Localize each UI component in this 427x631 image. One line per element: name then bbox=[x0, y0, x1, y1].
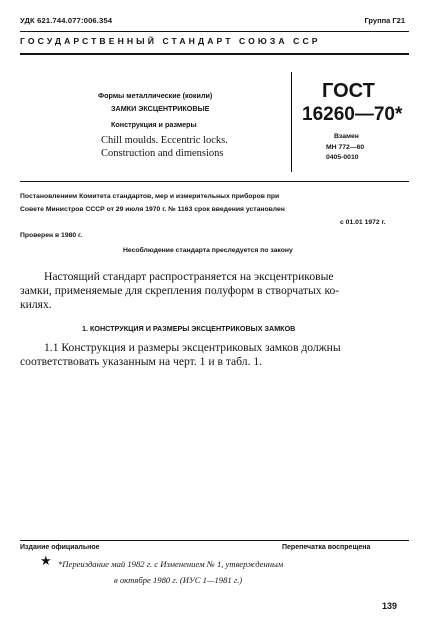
replaces-label: Взамен bbox=[334, 133, 359, 140]
title-en-line-2: Construction and dimensions bbox=[101, 148, 224, 159]
title-ru-line-1: Формы металлические (кокили) bbox=[98, 91, 213, 100]
gost-label: ГОСТ bbox=[322, 80, 375, 102]
section-heading: 1. КОНСТРУКЦИЯ И РАЗМЕРЫ ЭКСЦЕНТРИКОВЫХ ЗАМКОВ bbox=[82, 324, 296, 333]
replaces-standard-1: МН 772—60 bbox=[326, 144, 365, 151]
decree-line-2: Совете Министров СССР от 29 июля 1970 г. № 1163 срок введения установлен bbox=[20, 206, 285, 213]
title-ru-line-3: Конструкция и размеры bbox=[111, 120, 197, 129]
state-standard-title: ГОСУДАРСТВЕННЫЙ СТАНДАРТ СОЮЗА ССР bbox=[20, 36, 321, 46]
replaces-standard-2: 0405-0010 bbox=[326, 154, 359, 161]
clause-1-1-line-1: 1.1 Конструкция и размеры эксцентриковых замков должны bbox=[44, 341, 341, 354]
title-ru-line-2: ЗАМКИ ЭКСЦЕНТРИКОВЫЕ bbox=[111, 104, 210, 113]
header-rule-top bbox=[20, 31, 409, 32]
intro-paragraph-line-1: Настоящий стандарт распространяется на эксцентриковые bbox=[44, 270, 334, 283]
intro-paragraph-line-3: килях. bbox=[20, 298, 52, 311]
title-divider bbox=[291, 72, 292, 172]
header-rule-bottom bbox=[20, 53, 409, 55]
decree-effective-date: с 01.01 1972 г. bbox=[340, 219, 386, 226]
clause-1-1-line-2: соответствовать указанным на черт. 1 и в табл. 1. bbox=[20, 355, 263, 368]
decree-line-1: Постановлением Комитета стандартов, мер и измерительных приборов при bbox=[20, 193, 280, 200]
footer-rule bbox=[20, 540, 409, 541]
checked-year: Проверен в 1980 г. bbox=[20, 232, 83, 239]
footnote-line-2: в октябре 1980 г. (ИУС 1—1981 г.) bbox=[114, 575, 243, 585]
footnote-line-1: *Переиздание май 1982 г. с Изменением № 1, утвержденным bbox=[58, 559, 284, 569]
title-en-line-1: Chill moulds. Eccentric locks. bbox=[101, 135, 228, 146]
legal-notice: Несоблюдение стандарта преследуется по закону bbox=[123, 247, 293, 254]
udk-code: УДК 621.744.077:006.354 bbox=[20, 16, 113, 25]
official-edition: Издание официальное bbox=[20, 544, 100, 551]
gost-number: 16260—70* bbox=[302, 104, 403, 125]
title-block-rule bbox=[20, 181, 409, 182]
star-icon: ★ bbox=[40, 553, 52, 568]
intro-paragraph-line-2: замки, применяемые для скрепления полуформ в створчатых ко- bbox=[20, 284, 340, 297]
group-code: Группа Г21 bbox=[364, 16, 405, 25]
page-number: 139 bbox=[382, 601, 398, 611]
reprint-prohibited: Перепечатка воспрещена bbox=[282, 544, 371, 551]
